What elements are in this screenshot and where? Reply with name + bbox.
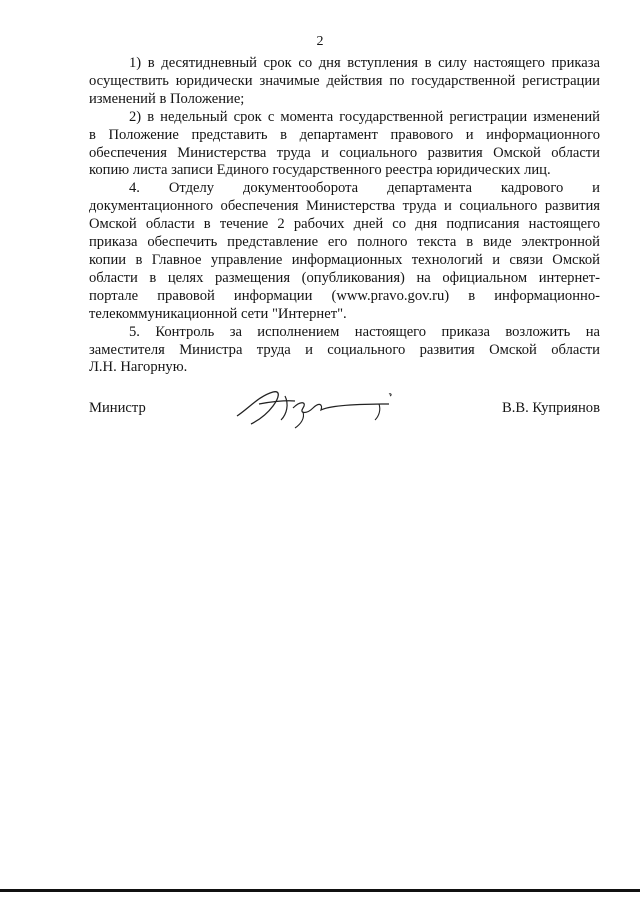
signature-block — [89, 400, 600, 440]
paragraph-item-4 — [89, 180, 600, 323]
text-line: заместителя Министра труда и социального развития Омской области — [89, 341, 600, 358]
text-line: копию листа записи Единого государственного реестра юридических лиц. — [89, 162, 551, 179]
text-line: телекоммуникационной сети "Интернет". — [89, 305, 347, 322]
text-line: 2) в недельный срок с момента государственной регистрации изменений — [129, 108, 600, 125]
page-number: 2 — [316, 34, 324, 49]
text-line: 5. Контроль за исполнением настоящего приказа возложить на — [129, 323, 600, 340]
document-body — [89, 55, 600, 377]
text-line: портале правовой информации (www.pravo.gov.ru) в информационно- — [89, 287, 600, 304]
paragraph-item-2 — [89, 109, 600, 181]
signatory-title: Министр — [89, 400, 146, 416]
text-line: обеспечения Министерства труда и социального развития Омской области — [89, 144, 600, 161]
paragraph-item-1 — [89, 55, 600, 109]
text-line: в Положение представить в департамент правового и информационного — [89, 126, 600, 143]
text-line: 1) в десятидневный срок со дня вступления в силу настоящего приказа — [129, 55, 600, 71]
text-line: изменений в Положение; — [89, 90, 245, 107]
text-line: Л.Н. Нагорную. — [89, 359, 188, 376]
handwritten-signature — [229, 386, 409, 432]
text-line: документационного обеспечения Министерства труда и социального развития — [89, 198, 600, 215]
text-line: области в целях размещения (опубликования) на официальном интернет- — [89, 269, 600, 286]
text-line: Омской области в течение 2 рабочих дней со дня подписания настоящего — [89, 216, 600, 233]
scan-bottom-edge — [0, 889, 640, 892]
text-line: осуществить юридически значимые действия по государственной регистрации — [89, 72, 600, 89]
text-line: приказа обеспечить представление его полного текста в виде электронной — [89, 234, 600, 251]
text-line: копии в Главное управление информационных технологий и связи Омской — [89, 251, 600, 268]
text-line: 4. Отделу документооборота департамента кадрового и — [129, 180, 600, 197]
signatory-name: В.В. Куприянов — [502, 400, 600, 416]
paragraph-item-5 — [89, 324, 600, 378]
